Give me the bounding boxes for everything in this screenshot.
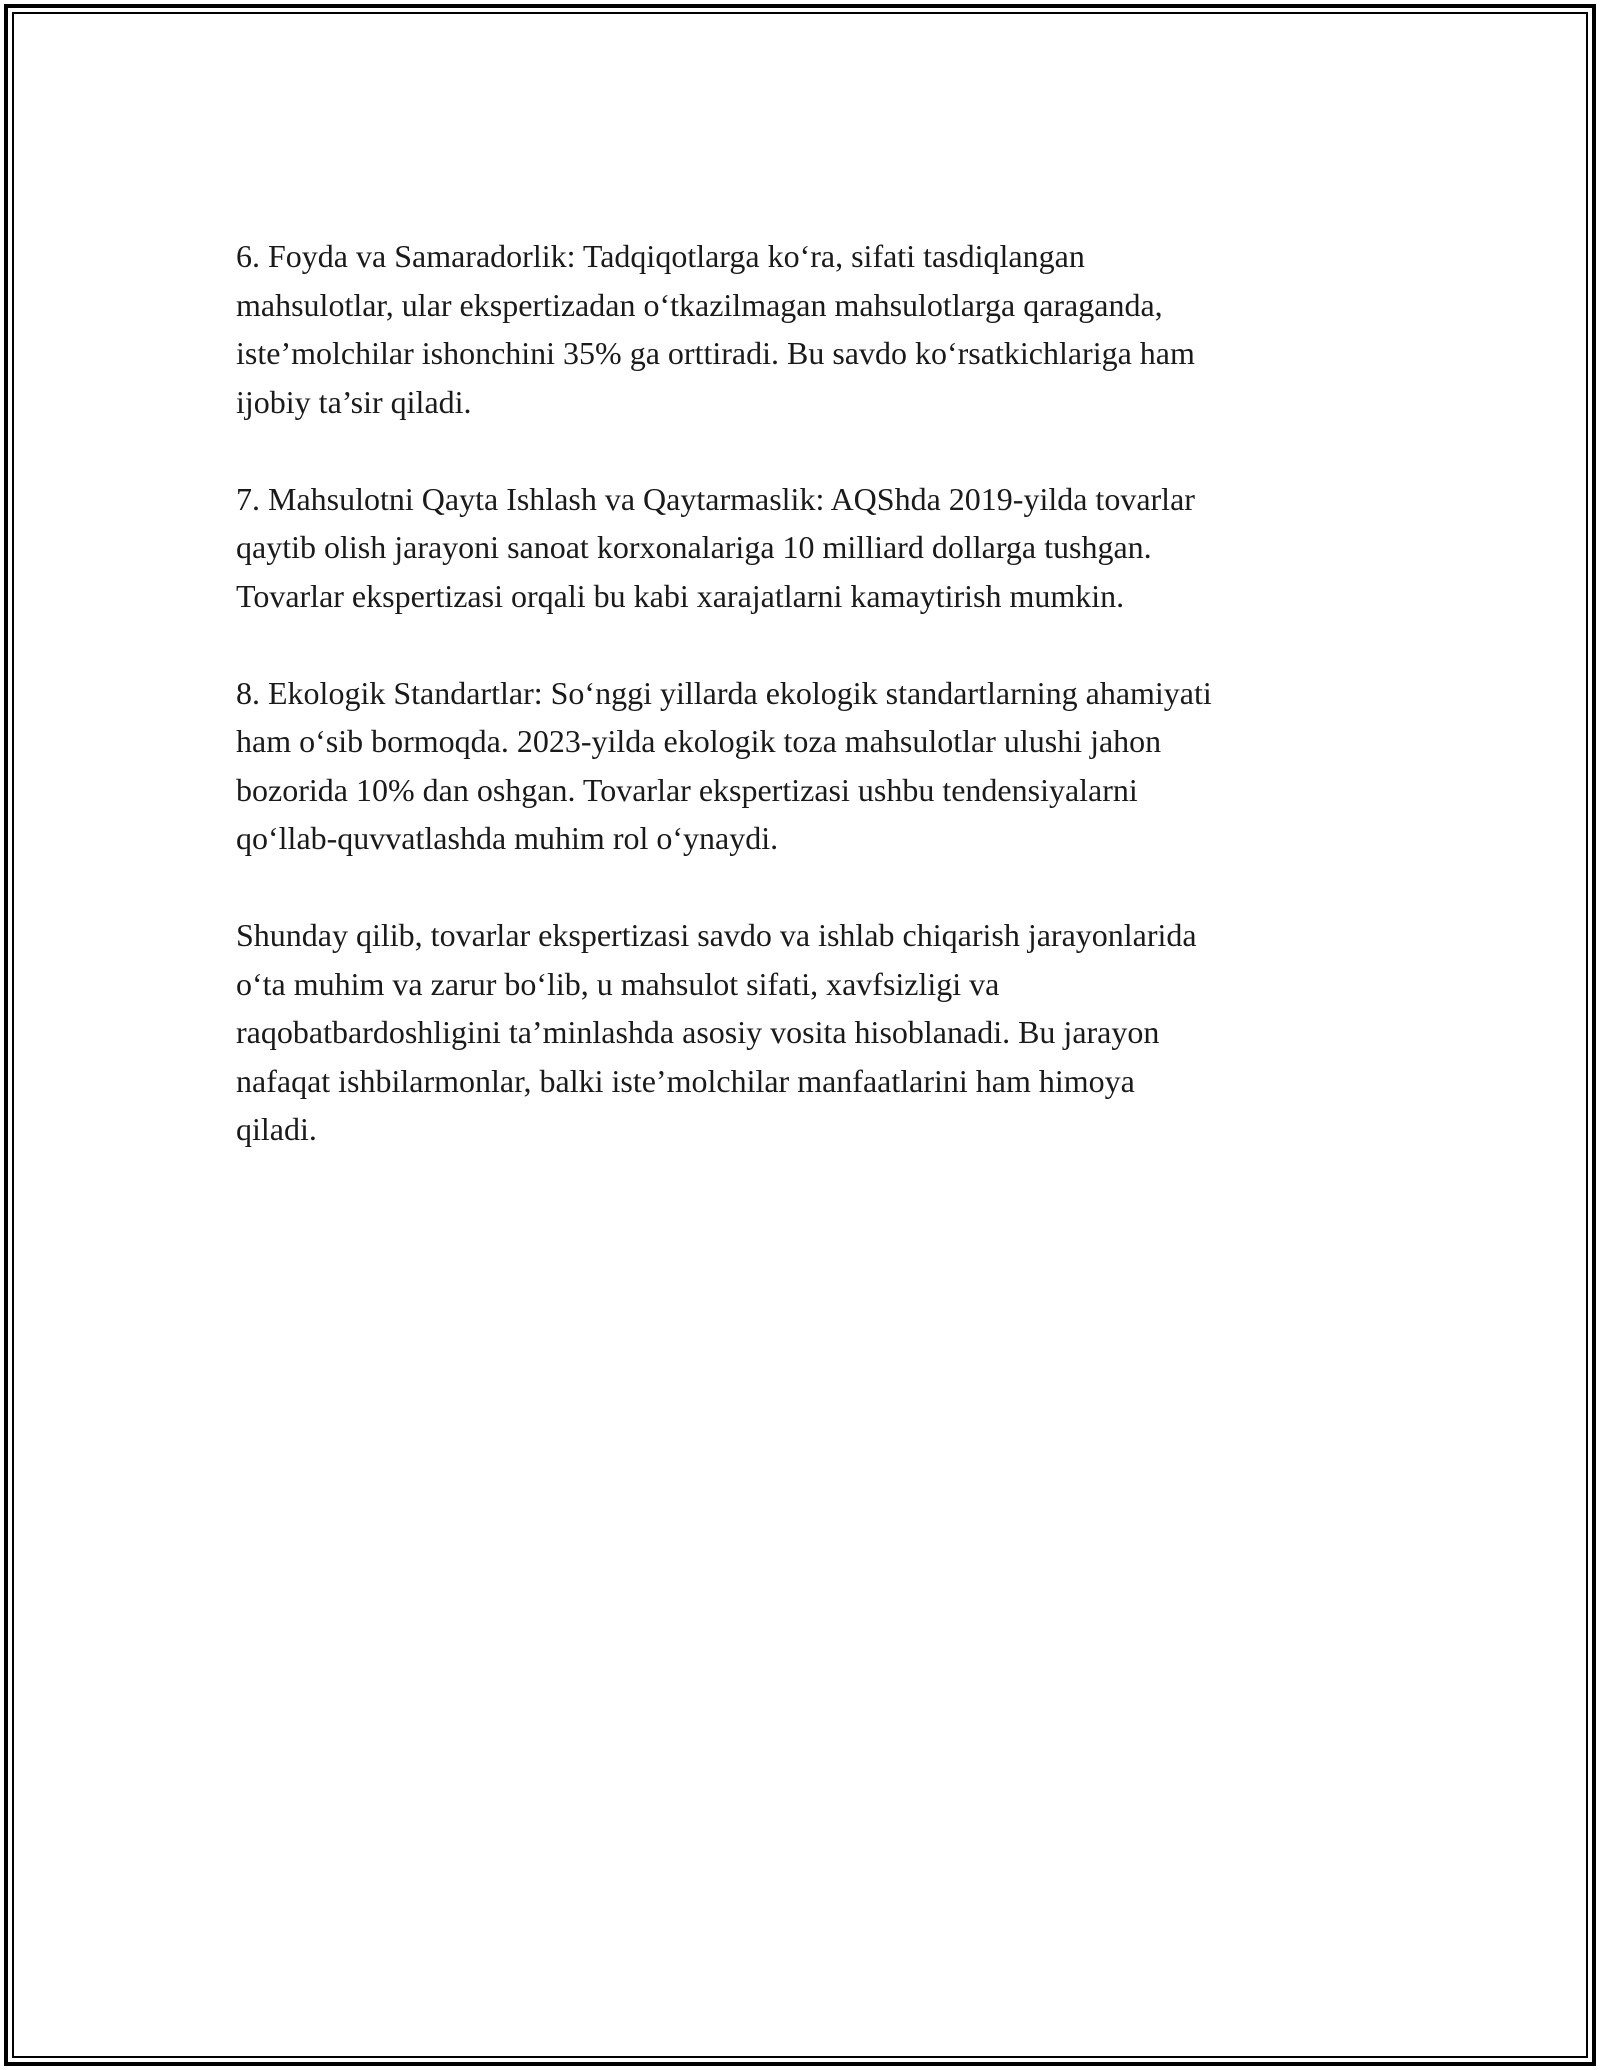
paragraph-ecological-standards (236, 669, 1376, 863)
paragraph-line: 7. Mahsulotni Qayta Ishlash va Qaytarmaslik: AQShda 2019-yilda tovarlar (236, 480, 1195, 517)
paragraph-line: ijobiy ta’sir qiladi. (236, 383, 472, 420)
paragraph-line: ham o‘sib bormoqda. 2023-yilda ekologik toza mahsulotlar ulushi jahon (236, 723, 1162, 759)
paragraph-benefit-efficiency (236, 232, 1376, 426)
paragraph-line: bozorida 10% dan oshgan. Tovarlar ekspertizasi ushbu tendensiyalarni (236, 771, 1138, 808)
paragraph-recycling-returns (236, 475, 1376, 621)
paragraph-line: o‘ta muhim va zarur bo‘lib, u mahsulot sifati, xavfsizligi va (236, 965, 1000, 1002)
paragraph-line: qo‘llab-quvvatlashda muhim rol o‘ynaydi. (236, 820, 779, 856)
paragraph-line: qiladi. (236, 1111, 317, 1147)
paragraph-line: raqobatbardoshligini ta’minlashda asosiy vosita hisoblanadi. Bu jarayon (236, 1014, 1160, 1050)
document-body (236, 232, 1376, 1202)
paragraph-line: 6. Foyda va Samaradorlik: Tadqiqotlarga ko‘ra, sifati tasdiqlangan (236, 238, 1085, 274)
paragraph-line: 8. Ekologik Standartlar: So‘nggi yillarda ekologik standartlarning ahamiyati (236, 674, 1212, 711)
paragraph-conclusion (236, 911, 1376, 1154)
paragraph-line: Shunday qilib, tovarlar ekspertizasi savdo va ishlab chiqarish jarayonlarida (236, 917, 1197, 953)
paragraph-line: nafaqat ishbilarmonlar, balki iste’molchilar manfaatlarini ham himoya (236, 1062, 1135, 1099)
paragraph-line: iste’molchilar ishonchini 35% ga orttiradi. Bu savdo ko‘rsatkichlariga ham (236, 335, 1195, 371)
paragraph-line: mahsulotlar, ular ekspertizadan o‘tkazilmagan mahsulotlarga qaraganda, (236, 286, 1163, 323)
paragraph-line: qaytib olish jarayoni sanoat korxonalariga 10 milliard dollarga tushgan. (236, 529, 1152, 565)
paragraph-line: Tovarlar ekspertizasi orqali bu kabi xarajatlarni kamaytirish mumkin. (236, 577, 1125, 614)
